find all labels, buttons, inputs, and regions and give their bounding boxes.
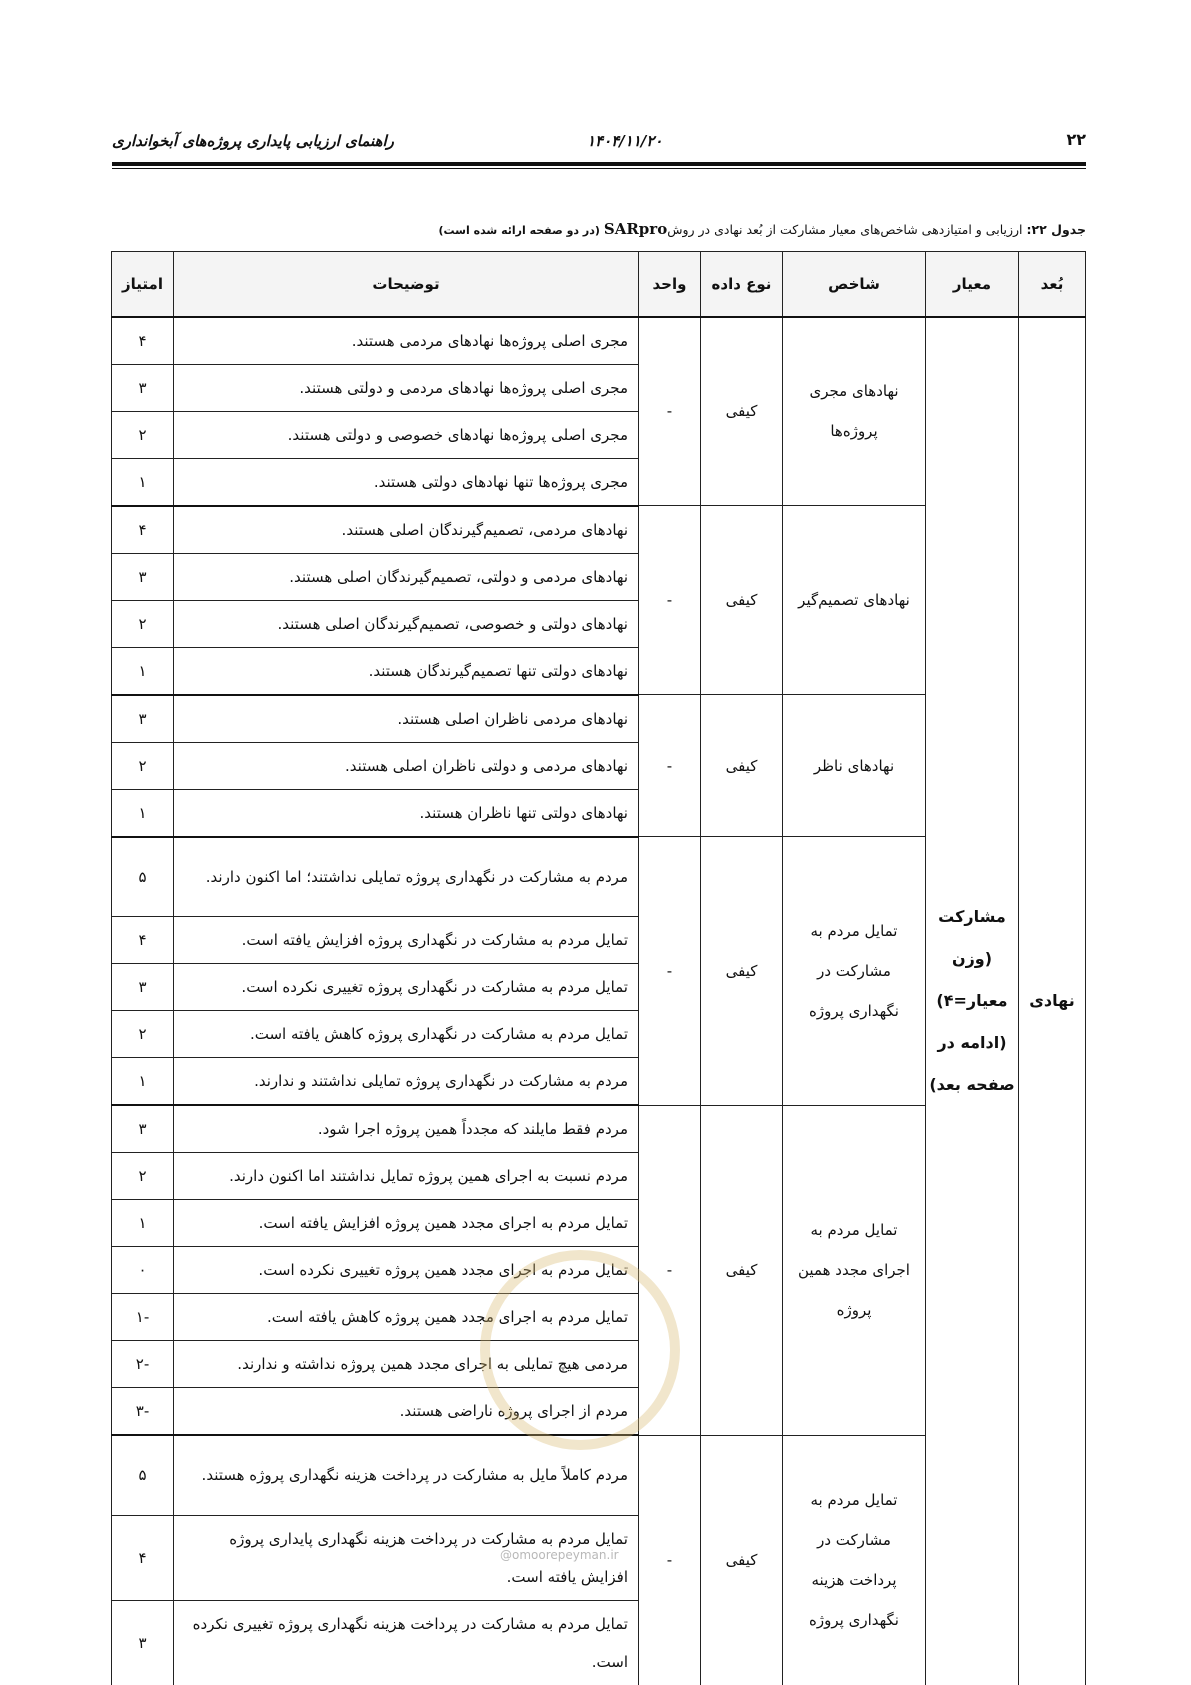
page-number: ۲۲ [1066,130,1086,149]
unit-cell: - [639,837,701,1106]
score-cell: ۱ [112,647,174,695]
scoring-table [111,251,1086,1685]
score-cell: ۲ [112,600,174,647]
description-cell: تمایل مردم به اجرای مجدد همین پروژه تغییری نکرده است. [174,1247,639,1294]
score-cell: ۳ [112,1600,174,1685]
page-header [112,128,1086,168]
table-body [112,317,1086,1685]
data-type-cell: کیفی [701,317,783,506]
criterion-cell: مشارکت (وزن معیار=۴) (ادامه در صفحه بعد) [926,317,1019,1685]
table-header-row [112,252,1086,317]
indicator-cell: تمایل مردم به مشارکت در پرداخت هزینه نگهداری پروژه [783,1435,926,1685]
dimension-cell: نهادی [1019,317,1086,1685]
table-caption [112,219,1086,241]
score-cell: ۵ [112,1435,174,1515]
description-cell: نهادهای دولتی و خصوصی، تصمیم‌گیرندگان اصلی هستند. [174,600,639,647]
score-cell: ۴ [112,1515,174,1600]
score-cell: ۱ [112,1058,174,1106]
caption-note: (در دو صفحه ارائه شده است) [438,224,600,237]
score-cell: ۳ [112,695,174,743]
description-cell: تمایل مردم به مشارکت در پرداخت هزینه نگهداری پایداری پروژه افزایش یافته است. [174,1515,639,1600]
description-cell: تمایل مردم به مشارکت در نگهداری پروژه تغییری نکرده است. [174,964,639,1011]
description-cell: مجری اصلی پروژه‌ها نهادهای خصوصی و دولتی هستند. [174,411,639,458]
score-cell: ۲ [112,742,174,789]
indicator-cell: نهادهای مجری پروژه‌ها [783,317,926,506]
score-cell: ۴ [112,317,174,365]
data-type-cell: کیفی [701,1105,783,1435]
score-cell: ۳ [112,964,174,1011]
score-cell: ۵ [112,837,174,917]
header-score: امتیاز [112,252,174,317]
watermark-site: @omoorepeyman.ir [500,1548,619,1562]
description-cell: مردم فقط مایلند که مجدداً همین پروژه اجرا شود. [174,1105,639,1153]
header-unit: واحد [639,252,701,317]
score-cell: ۴ [112,506,174,554]
score-cell: ۱ [112,1200,174,1247]
unit-cell: - [639,695,701,837]
header-criterion: معیار [926,252,1019,317]
description-cell: مردم به مشارکت در نگهداری پروژه تمایلی نداشتند و ندارند. [174,1058,639,1106]
description-cell: تمایل مردم به مشارکت در نگهداری پروژه کاهش یافته است. [174,1011,639,1058]
unit-cell: - [639,1105,701,1435]
description-cell: مردم نسبت به اجرای همین پروژه تمایل نداشتند اما اکنون دارند. [174,1153,639,1200]
indicator-cell: تمایل مردم به مشارکت در نگهداری پروژه [783,837,926,1106]
table-container [112,251,1086,1685]
data-type-cell: کیفی [701,695,783,837]
description-cell: مجری اصلی پروژه‌ها نهادهای مردمی هستند. [174,317,639,365]
unit-cell: - [639,1435,701,1685]
caption-label: جدول ۲۲: [1026,222,1086,237]
indicator-cell: نهادهای تصمیم‌گیر [783,506,926,695]
description-cell: مردمی هیچ تمایلی به اجرای مجدد همین پروژه نداشته و ندارند. [174,1341,639,1388]
document-date: ۱۴۰۴/۱۱/۲۰ [587,132,663,150]
description-cell: مجری اصلی پروژه‌ها نهادهای مردمی و دولتی هستند. [174,364,639,411]
data-type-cell: کیفی [701,837,783,1106]
header-rule-thin [112,168,1086,169]
description-cell: تمایل مردم به مشارکت در پرداخت هزینه نگهداری پروژه تغییری نکرده است. [174,1600,639,1685]
data-type-cell: کیفی [701,1435,783,1685]
description-cell: نهادهای دولتی تنها ناظران هستند. [174,789,639,837]
score-cell: ۳ [112,553,174,600]
score-cell: ۳ [112,1105,174,1153]
caption-text: ارزیابی و امتیازدهی شاخص‌های معیار مشارکت از بُعد نهادی در روش [667,222,1023,237]
description-cell: نهادهای مردمی ناظران اصلی هستند. [174,695,639,743]
description-cell: مردم به مشارکت در نگهداری پروژه تمایلی نداشتند؛ اما اکنون دارند. [174,837,639,917]
header-description: توضیحات [174,252,639,317]
score-cell: ۴ [112,917,174,964]
header-dimension: بُعد [1019,252,1086,317]
score-cell: -۳ [112,1388,174,1436]
description-cell: نهادهای مردمی و دولتی ناظران اصلی هستند. [174,742,639,789]
document-title: راهنمای ارزیابی پایداری پروژه‌های آبخوانداری [112,132,394,150]
description-cell: مردم از اجرای پروژه ناراضی هستند. [174,1388,639,1436]
header-data-type: نوع داده [701,252,783,317]
header-indicator: شاخص [783,252,926,317]
description-cell: تمایل مردم به اجرای مجدد همین پروژه کاهش یافته است. [174,1294,639,1341]
table-row [112,317,1086,365]
score-cell: ۲ [112,411,174,458]
data-type-cell: کیفی [701,506,783,695]
score-cell: ۳ [112,364,174,411]
unit-cell: - [639,506,701,695]
description-cell: تمایل مردم به اجرای مجدد همین پروژه افزایش یافته است. [174,1200,639,1247]
description-cell: نهادهای مردمی و دولتی، تصمیم‌گیرندگان اصلی هستند. [174,553,639,600]
description-cell: تمایل مردم به مشارکت در نگهداری پروژه افزایش یافته است. [174,917,639,964]
description-cell: مردم کاملاً مایل به مشارکت در پرداخت هزینه نگهداری پروژه هستند. [174,1435,639,1515]
description-cell: نهادهای دولتی تنها تصمیم‌گیرندگان هستند. [174,647,639,695]
header-rule-thick [112,162,1086,166]
score-cell: ۱ [112,458,174,506]
unit-cell: - [639,317,701,506]
score-cell: -۱ [112,1294,174,1341]
indicator-cell: نهادهای ناظر [783,695,926,837]
score-cell: ۰ [112,1247,174,1294]
score-cell: ۲ [112,1011,174,1058]
score-cell: ۱ [112,789,174,837]
indicator-cell: تمایل مردم به اجرای مجدد همین پروژه [783,1105,926,1435]
score-cell: -۲ [112,1341,174,1388]
score-cell: ۲ [112,1153,174,1200]
caption-method: SARpro [603,220,668,238]
description-cell: نهادهای مردمی، تصمیم‌گیرندگان اصلی هستند. [174,506,639,554]
description-cell: مجری پروژه‌ها تنها نهادهای دولتی هستند. [174,458,639,506]
